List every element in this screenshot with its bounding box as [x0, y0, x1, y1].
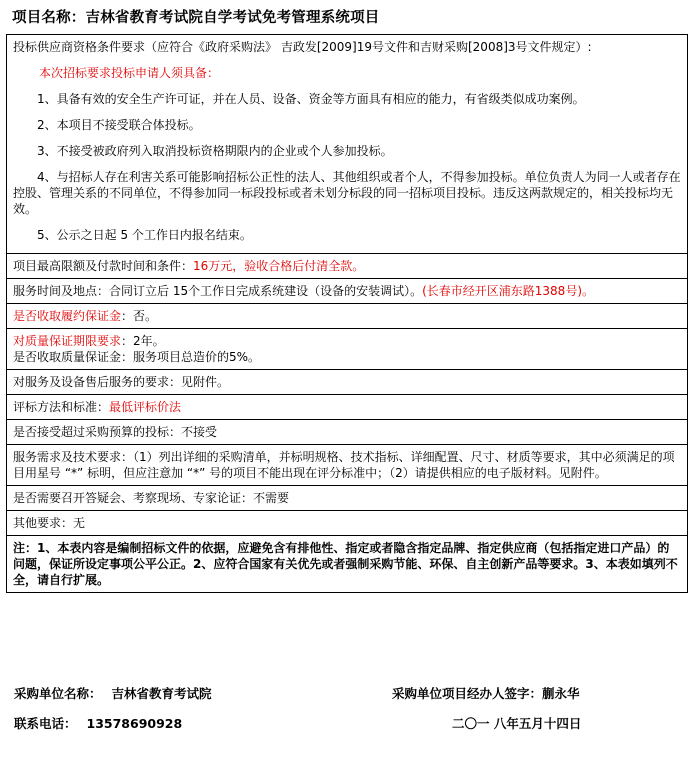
qualification-item: 1、具备有效的安全生产许可证，并在人员、设备、资金等方面具有相应的能力，有省级类似成功案例。	[37, 92, 585, 106]
budget-value: 16万元，验收合格后付清全款。	[193, 259, 365, 273]
other-row	[7, 511, 688, 536]
over-budget-row	[7, 420, 688, 445]
quality-row	[7, 329, 688, 370]
purchaser-unit	[14, 684, 212, 702]
evaluation-value: 最低评标价法	[109, 400, 182, 414]
technical-cell: 服务需求及技术要求：（1）列出详细的采购清单，并标明规格、技术指标、详细配置、尺寸、材质等要求，其中必须满足的项目用星号 “*” 标明，但应注意加 “*” 号的项目不能出现在评分标准中；（2）请提供相应的电子版材料。见附件。	[7, 445, 688, 486]
quality-cell	[7, 329, 688, 370]
project-manager-label: 采购单位项目经办人签字：	[392, 686, 543, 701]
quality-label: 对质量保证期限要求	[13, 334, 122, 348]
qualification-row	[7, 35, 688, 254]
performance-bond-row	[7, 304, 688, 329]
document-date: 二〇一 八年五月十四日	[452, 716, 582, 731]
evaluation-label: 评标方法和标准：	[13, 400, 110, 414]
performance-bond-cell	[7, 304, 688, 329]
purchaser-unit-label: 采购单位名称：	[14, 686, 102, 701]
evaluation-row	[7, 395, 688, 420]
contact-phone	[14, 714, 182, 732]
after-sales-row	[7, 370, 688, 395]
evaluation-cell	[7, 395, 688, 420]
qualification-item: 5、公示之日起 5 个工作日内报名结束。	[37, 228, 252, 242]
purchaser-unit-value: 吉林省教育考试院	[111, 686, 212, 701]
contact-phone-value: 13578690928	[86, 716, 183, 731]
qualification-header: 投标供应商资格条件要求（应符合《政府采购法》 吉政发[2009]19号文件和吉财采购[2008]3号文件规定）:	[13, 40, 592, 54]
qualification-item: 4、与招标人存在利害关系可能影响招标公正性的法人、其他组织或者个人，不得参加投标。单位负责人为同一人或者存在控股、管理关系的不同单位，不得参加同一标段投标或者未划分标段的同一招标项目投标。违反这两款规定的，相关投标均无效。	[13, 170, 681, 216]
other-cell: 其他要求：无	[7, 511, 688, 536]
quality-period	[13, 333, 681, 349]
service-label: 服务时间及地点：合同订立后 15个工作日完成系统建设（设备的安装调试）。	[13, 284, 423, 298]
procurement-requirements-table	[6, 34, 688, 593]
qualification-item: 3、不接受被政府列入取消投标资格期限内的企业或个人参加投标。	[37, 144, 393, 158]
after-sales-cell: 对服务及设备售后服务的要求：见附件。	[7, 370, 688, 395]
meeting-row	[7, 486, 688, 511]
service-row	[7, 279, 688, 304]
service-cell	[7, 279, 688, 304]
note-cell: 注：1、本表内容是编制招标文件的依据，应避免含有排他性、指定或者隐含指定品牌、指定供应商（包括指定进口产品）的问题，保证所设定事项公平公正。2、应符合国家有关优先或者强制采购节能、环保、自主创新产品等要求。3、本表如填列不全，请自行扩展。	[7, 536, 688, 593]
project-manager	[392, 684, 580, 702]
project-title: 项目名称：吉林省教育考试院自学考试免考管理系统项目	[12, 10, 380, 26]
qualification-subheader: 本次招标要求投标申请人须具备：	[39, 66, 220, 80]
budget-row	[7, 254, 688, 279]
project-manager-value: 蒯永华	[542, 686, 580, 701]
note-row	[7, 536, 688, 593]
meeting-cell: 是否需要召开答疑会、考察现场、专家论证：不需要	[7, 486, 688, 511]
over-budget-cell: 是否接受超过采购预算的投标：不接受	[7, 420, 688, 445]
technical-row	[7, 445, 688, 486]
budget-label: 项目最高限额及付款时间和条件：	[13, 259, 194, 273]
performance-bond-value: ：否。	[121, 309, 158, 323]
quality-value: ：2年。	[121, 334, 165, 348]
quality-deposit: 是否收取质量保证金：服务项目总造价的5%。	[13, 350, 261, 364]
qualification-cell	[7, 35, 688, 254]
budget-cell	[7, 254, 688, 279]
performance-bond-label: 是否收取履约保证金	[13, 309, 122, 323]
contact-phone-label: 联系电话：	[14, 716, 77, 731]
service-location: (长春市经开区浦东路1388号)。	[422, 284, 594, 298]
qualification-item: 2、本项目不接受联合体投标。	[37, 118, 201, 132]
